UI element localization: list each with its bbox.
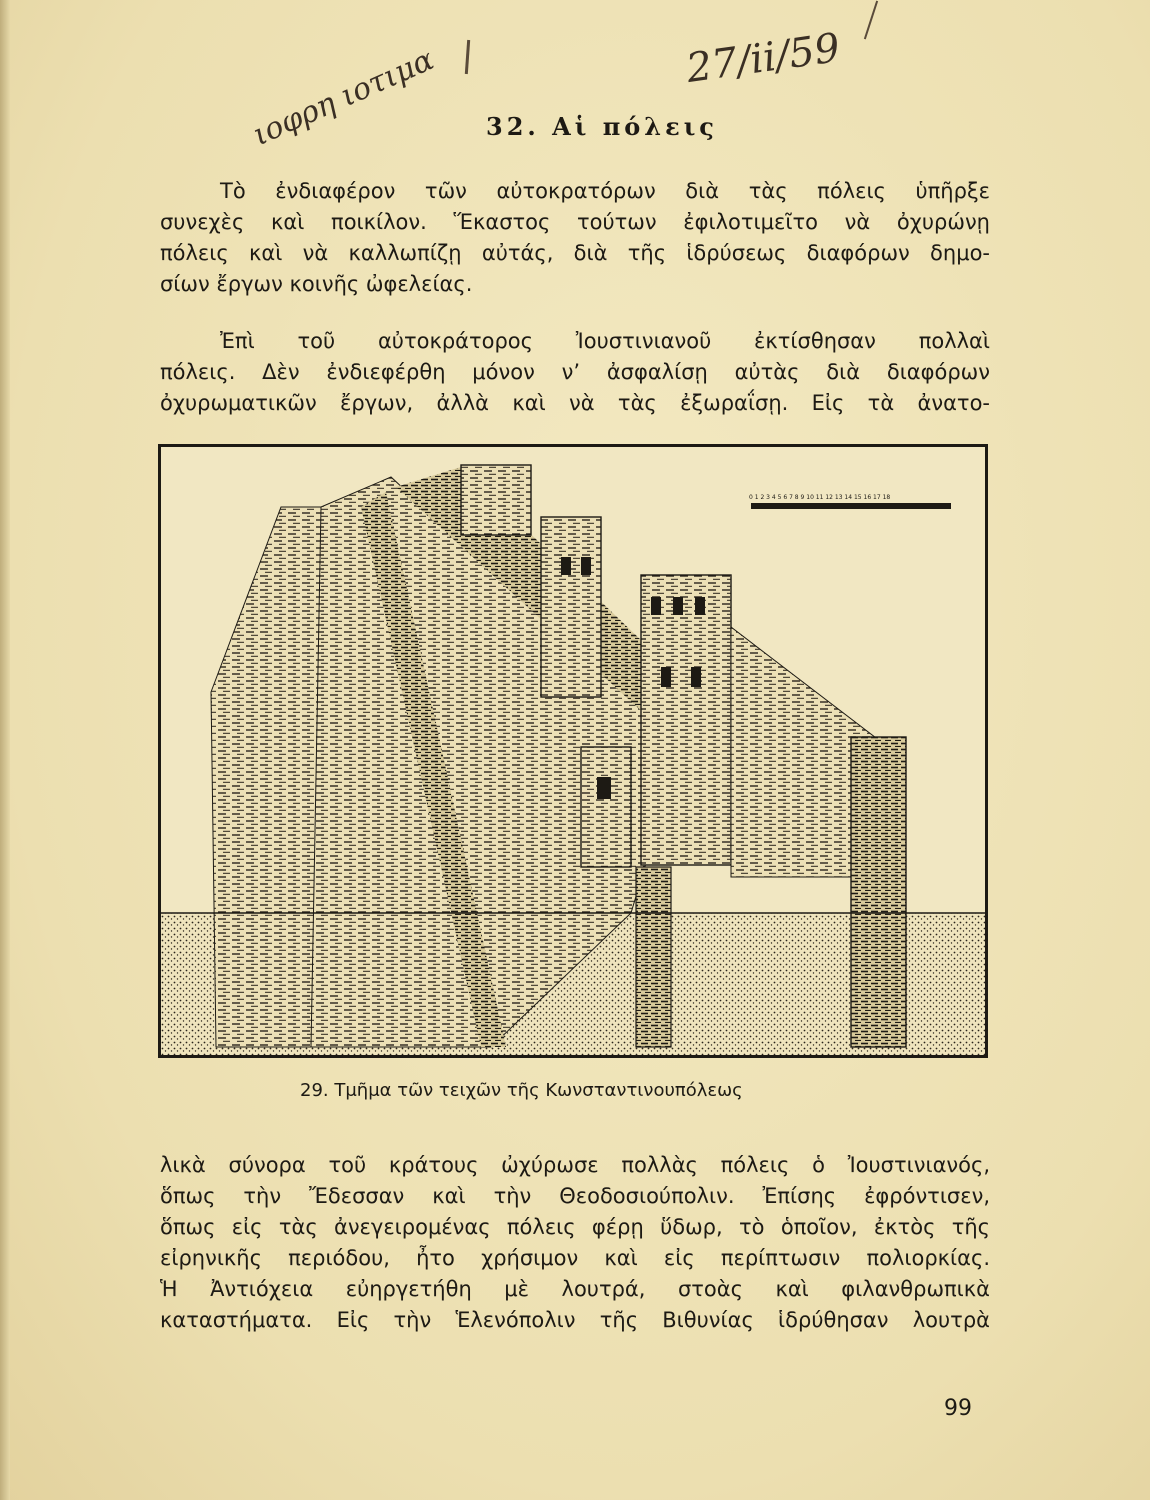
paragraph-line: καταστήματα. Εἰς τὴν Ἑλενόπολιν τῆς Βιθυνίας ἱδρύθησαν λουτρὰ bbox=[160, 1308, 990, 1332]
paragraph-2 bbox=[160, 326, 990, 419]
paragraph-line: ὀχυρωματικῶν ἔργων, ἀλλὰ καὶ νὰ τὰς ἐξωραΐσῃ. Εἰς τὰ ἀνατο- bbox=[160, 391, 990, 415]
handwritten-date: 27/ii/59 bbox=[683, 24, 843, 92]
scale-bar-labels: 0 1 2 3 4 5 6 7 8 9 10 11 12 13 14 15 16 17 18 bbox=[749, 494, 891, 501]
walls-drawing bbox=[161, 447, 985, 1055]
page-number: 99 bbox=[944, 1396, 972, 1421]
paragraph-line: Ἐπὶ τοῦ αὐτοκράτορος Ἰουστινιανοῦ ἐκτίσθησαν πολλαὶ bbox=[220, 329, 990, 353]
paragraph-line: ὅπως εἰς τὰς ἀνεγειρομένας πόλεις φέρῃ ὕδωρ, τὸ ὁποῖον, ἐκτὸς τῆς bbox=[160, 1215, 990, 1239]
section-heading: 32. Αἱ πόλεις bbox=[486, 112, 718, 141]
paragraph-line: πόλεις καὶ νὰ καλλωπίζῃ αὐτάς, διὰ τῆς ἱδρύσεως διαφόρων δημο- bbox=[160, 241, 990, 265]
figure-illustration bbox=[158, 444, 988, 1058]
paragraph-line: συνεχὲς καὶ ποικίλον. Ἕκαστος τούτων ἐφιλοτιμεῖτο νὰ ὀχυρώνῃ bbox=[160, 210, 990, 234]
handwritten-note: ιοφρη ιοτιμα bbox=[247, 42, 440, 154]
paragraph-line: λικὰ σύνορα τοῦ κράτους ὠχύρωσε πολλὰς πόλεις ὁ Ἰουστινιανός, bbox=[160, 1153, 990, 1177]
paragraph-line: σίων ἔργων κοινῆς ὠφελείας. bbox=[160, 272, 473, 296]
binding-edge bbox=[0, 0, 10, 1500]
paragraph-1 bbox=[160, 176, 990, 300]
scale-bar bbox=[749, 494, 951, 509]
paragraph-line: Ἡ Ἀντιόχεια εὐηργετήθη μὲ λουτρά, στοὰς καὶ φιλανθρωπικὰ bbox=[160, 1277, 990, 1301]
paragraph-3 bbox=[160, 1150, 990, 1336]
paragraph-line: πόλεις. Δὲν ἐνδιεφέρθη μόνον ν’ ἀσφαλίσῃ αὐτὰς διὰ διαφόρων bbox=[160, 360, 990, 384]
figure-caption: 29. Τμῆμα τῶν τειχῶν τῆς Κωνσταντινουπόλεως bbox=[300, 1080, 743, 1101]
paragraph-line: εἰρηνικῆς περιόδου, ἦτο χρήσιμον καὶ εἰς περίπτωσιν πολιορκίας. bbox=[160, 1246, 990, 1270]
paragraph-line: Τὸ ἐνδιαφέρον τῶν αὐτοκρατόρων διὰ τὰς πόλεις ὑπῆρξε bbox=[220, 179, 990, 203]
paragraph-line: ὅπως τὴν Ἔδεσσαν καὶ τὴν Θεοδοσιούπολιν. Ἐπίσης ἐφρόντισεν, bbox=[160, 1184, 990, 1208]
